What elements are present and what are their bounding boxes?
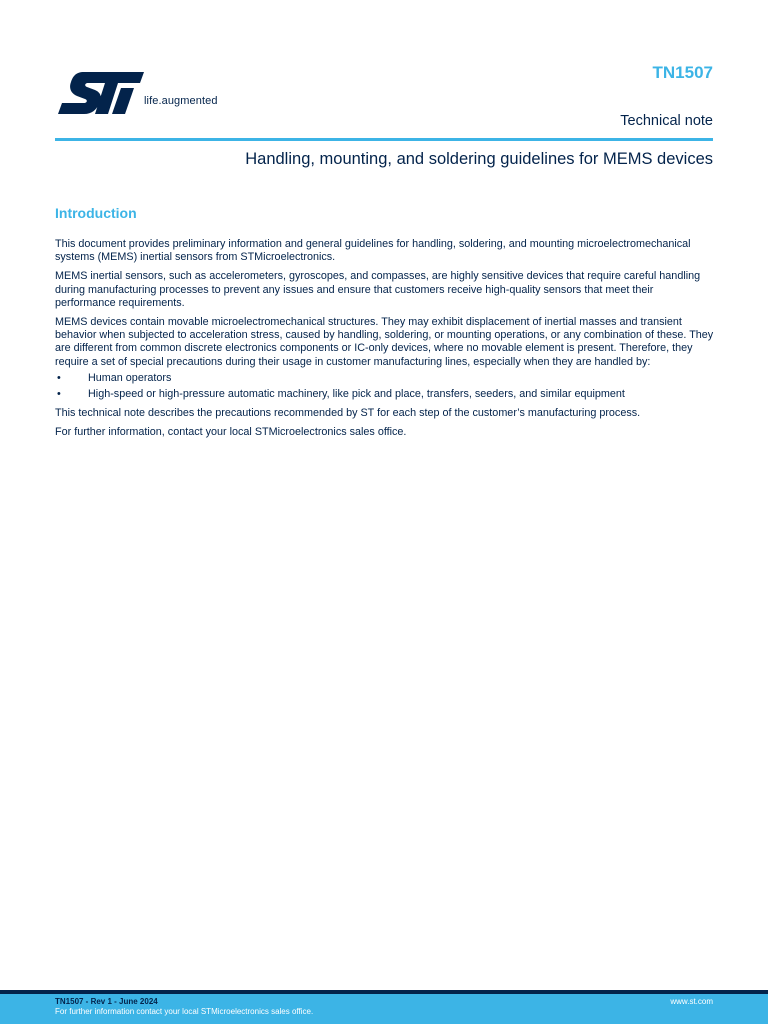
introduction-body — [55, 238, 715, 446]
list-item — [55, 372, 715, 385]
section-heading-introduction: Introduction — [55, 205, 137, 221]
header-divider — [55, 138, 713, 141]
document-type: Technical note — [620, 113, 713, 129]
paragraph: This document provides preliminary information and general guidelines for handling, soldering, and mounting microelectromechanical systems (MEMS) inertial sensors from STMicroelectronics. — [55, 238, 691, 264]
st-logo-mark — [58, 70, 146, 116]
document-title: Handling, mounting, and soldering guidelines for MEMS devices — [245, 150, 713, 168]
list-item-text: High-speed or high-pressure automatic machinery, like pick and place, transfers, seeders, and similar equipment — [88, 388, 625, 401]
st-logo — [58, 70, 238, 118]
bullet-list — [55, 372, 715, 401]
document-code: TN1507 — [652, 63, 713, 82]
footer-url-link[interactable]: www.st.com — [670, 997, 713, 1006]
list-item-text: Human operators — [88, 371, 172, 384]
list-item — [55, 388, 715, 401]
paragraph: For further information, contact your local STMicroelectronics sales office. — [55, 426, 407, 439]
bullet-icon: • — [57, 371, 61, 384]
paragraph: This technical note describes the precautions recommended by ST for each step of the customer’s manufacturing process. — [55, 407, 641, 420]
paragraph: MEMS devices contain movable microelectromechanical structures. They may exhibit displacement of inertial masses and transient behavior when subjected to acceleration stress, caused by handling, soldering, or mounting operations, or any combination of these. They are different from common discrete electronics components or IC-only devices, where no movable element is present. Therefore, they require a set of special precautions during their usage in customer manufacturing lines, especially when they are handled by: — [55, 316, 714, 368]
footer-revision: TN1507 - Rev 1 - June 2024 — [55, 997, 158, 1006]
footer-note: For further information contact your local STMicroelectronics sales office. — [55, 1007, 314, 1016]
bullet-icon: • — [57, 388, 61, 401]
paragraph: MEMS inertial sensors, such as accelerometers, gyroscopes, and compasses, are highly sensitive devices that require careful handling during manufacturing processes to prevent any issues and ensure that customers receive high-quality sensors that meet their performance requirements. — [55, 270, 701, 309]
tagline: life.augmented — [144, 95, 218, 107]
